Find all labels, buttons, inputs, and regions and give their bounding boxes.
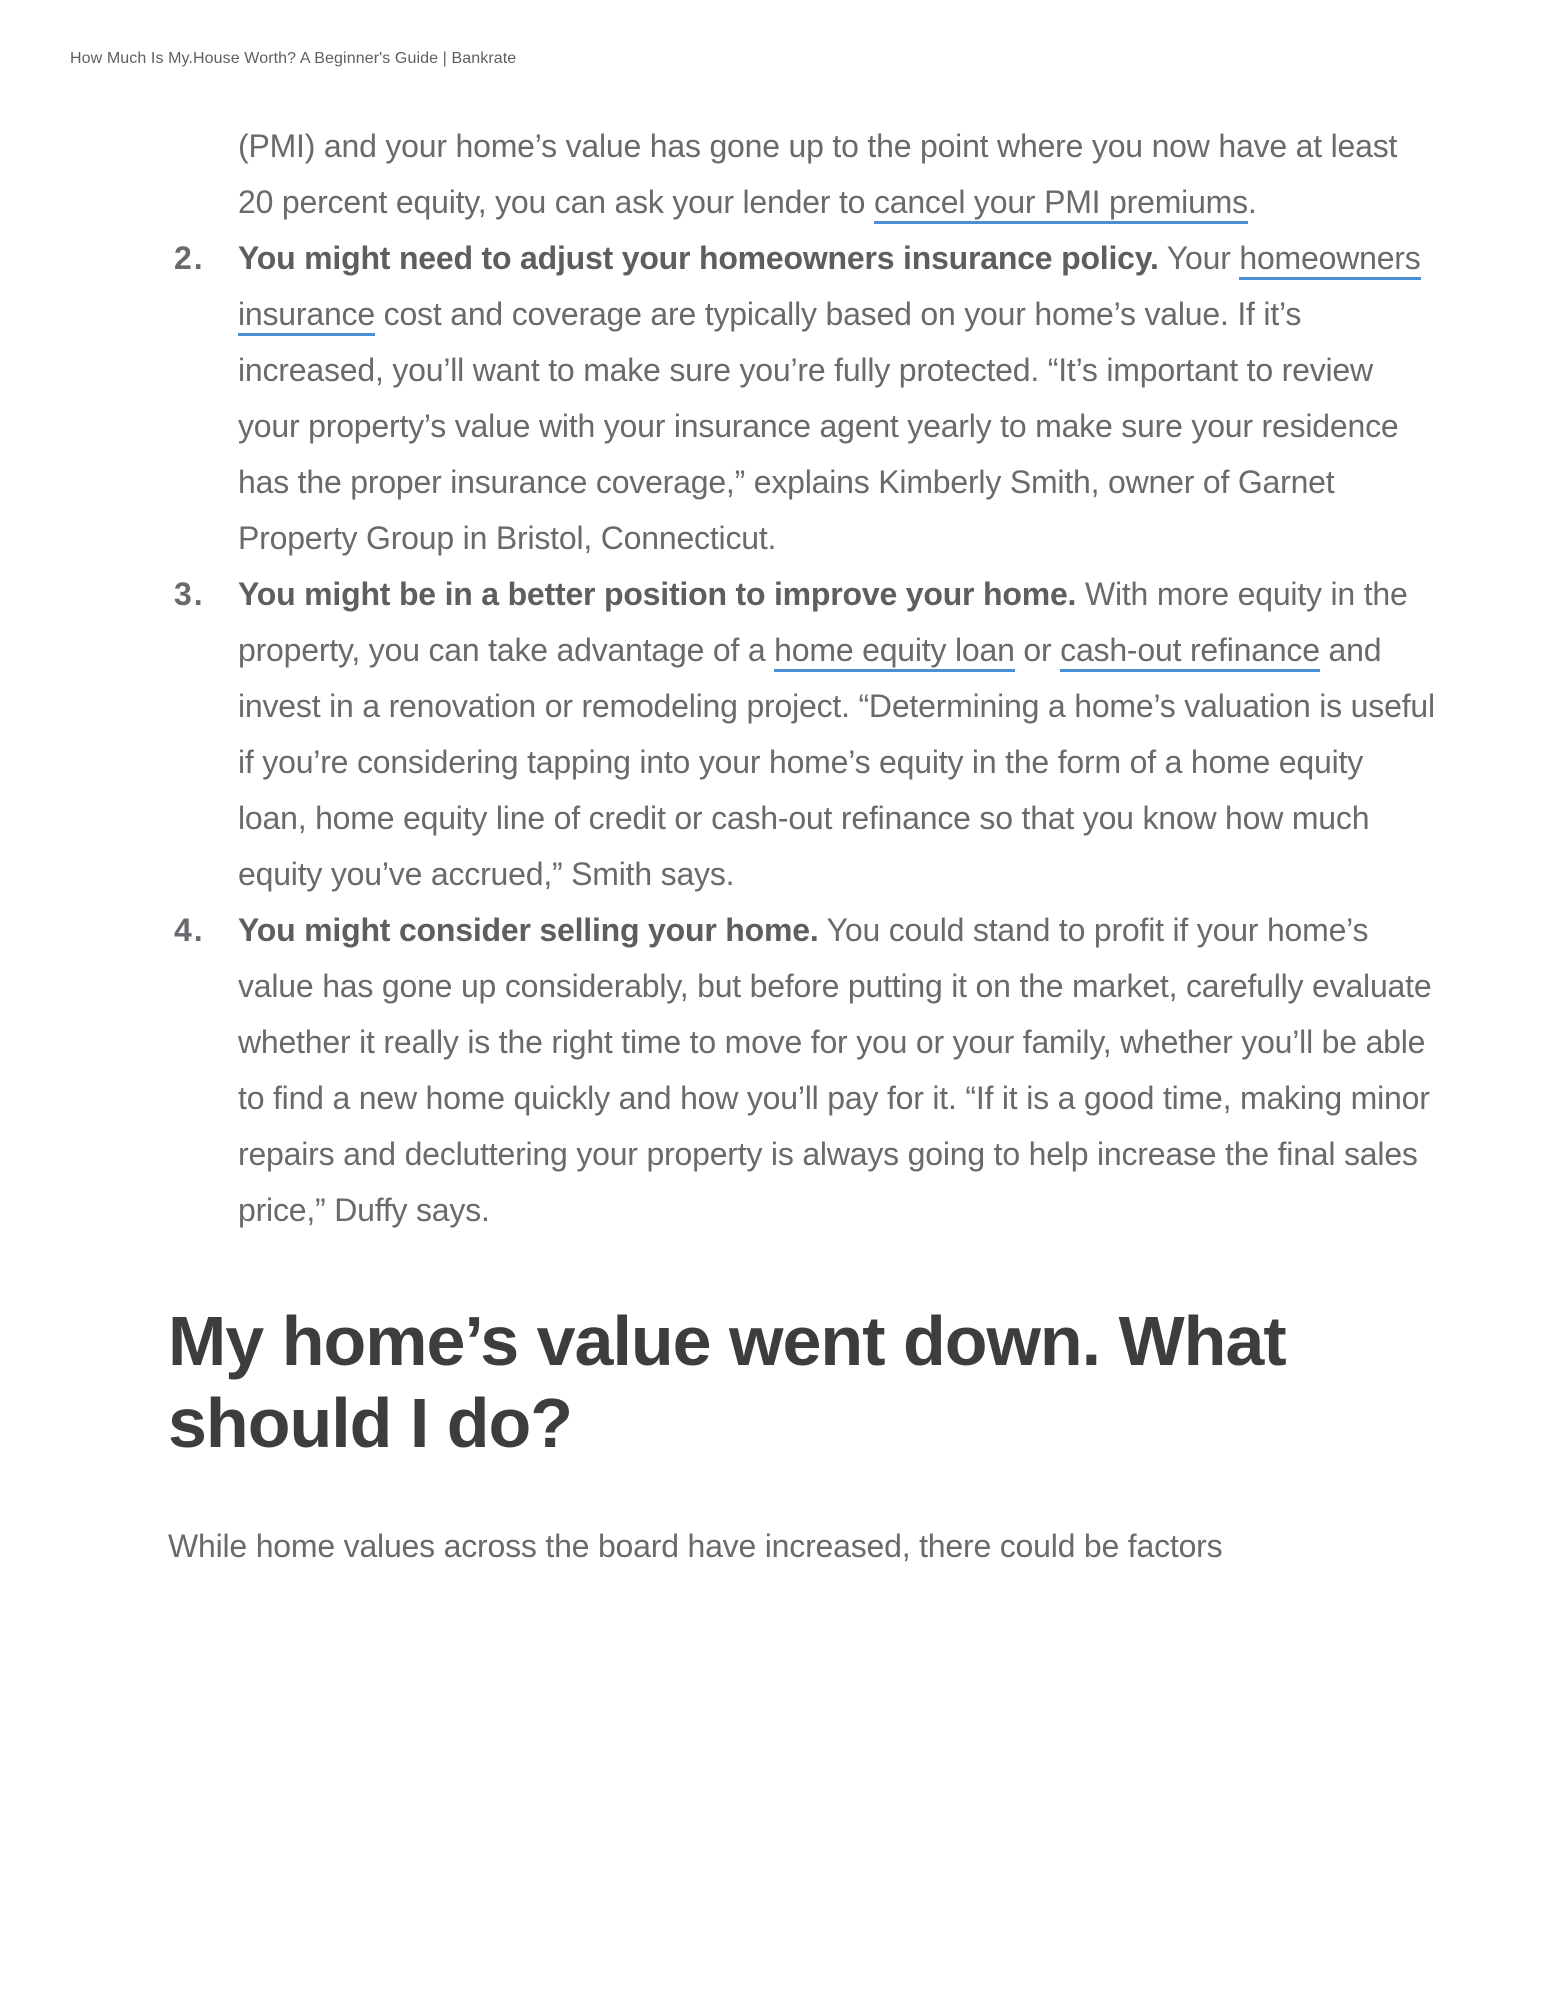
list-item-number: 2. bbox=[174, 240, 205, 276]
list-item-text: and invest in a renovation or remodeling project. “Determining a home’s valuation is useful if you’re considering tapping into your home’s equity in the form of a home equity loan, home equity line of credit or cash-out refinance so that you know how much equity you’ve accrued,” Smith says. bbox=[238, 632, 1435, 892]
list-item-lead-in: You might need to adjust your homeowners insurance policy. bbox=[238, 240, 1159, 276]
list-item-text: (PMI) and your home’s value has gone up to the point where you now have at least 20 percent equity, you can ask your lender to bbox=[238, 128, 1398, 220]
list-item bbox=[168, 902, 1438, 1238]
list-item bbox=[168, 566, 1438, 902]
section-heading: My home’s value went down. What should I do? bbox=[168, 1302, 1286, 1462]
list-item-lead-in: You might consider selling your home. bbox=[238, 912, 819, 948]
list-item-number: 4. bbox=[174, 912, 205, 948]
article-body bbox=[168, 118, 1438, 1574]
section-intro-paragraph: While home values across the board have increased, there could be factors bbox=[168, 1528, 1223, 1564]
list-item-text: You could stand to profit if your home’s value has gone up considerably, but before putting it on the market, carefully evaluate whether it really is the right time to move for you or your family, whether you’ll be able to find a new home quickly and how you’ll pay for it. “If it is a good time, making minor repairs and decluttering your property is always going to help increase the final sales price,” Duffy says. bbox=[238, 912, 1432, 1228]
list-item-text: Your bbox=[1158, 240, 1240, 276]
list-item-lead-in: You might be in a better position to improve your home. bbox=[238, 576, 1077, 612]
print-header-title: How Much Is My.House Worth? A Beginner's Guide | Bankrate bbox=[70, 50, 517, 67]
list-item bbox=[168, 118, 1438, 230]
list-item-text: or bbox=[1014, 632, 1061, 668]
inline-link[interactable]: homeowners insurance bbox=[238, 240, 1421, 336]
list-item-number: 3. bbox=[174, 576, 205, 612]
numbered-list bbox=[168, 118, 1438, 1238]
list-item-text: cost and coverage are typically based on your home’s value. If it’s increased, you’ll want to make sure you’re fully protected. “It’s important to review your property’s value with your insurance agent yearly to make sure your residence has the proper insurance coverage,” explains Kimberly Smith, owner of Garnet Property Group in Bristol, Connecticut. bbox=[238, 296, 1399, 556]
list-item-text: . bbox=[1247, 184, 1257, 220]
list-item-text: With more equity in the property, you can take advantage of a bbox=[238, 576, 1408, 668]
inline-link[interactable]: home equity loan bbox=[774, 632, 1015, 672]
inline-link[interactable]: cancel your PMI premiums bbox=[874, 184, 1248, 224]
list-item bbox=[168, 230, 1438, 566]
inline-link[interactable]: cash-out refinance bbox=[1060, 632, 1320, 672]
